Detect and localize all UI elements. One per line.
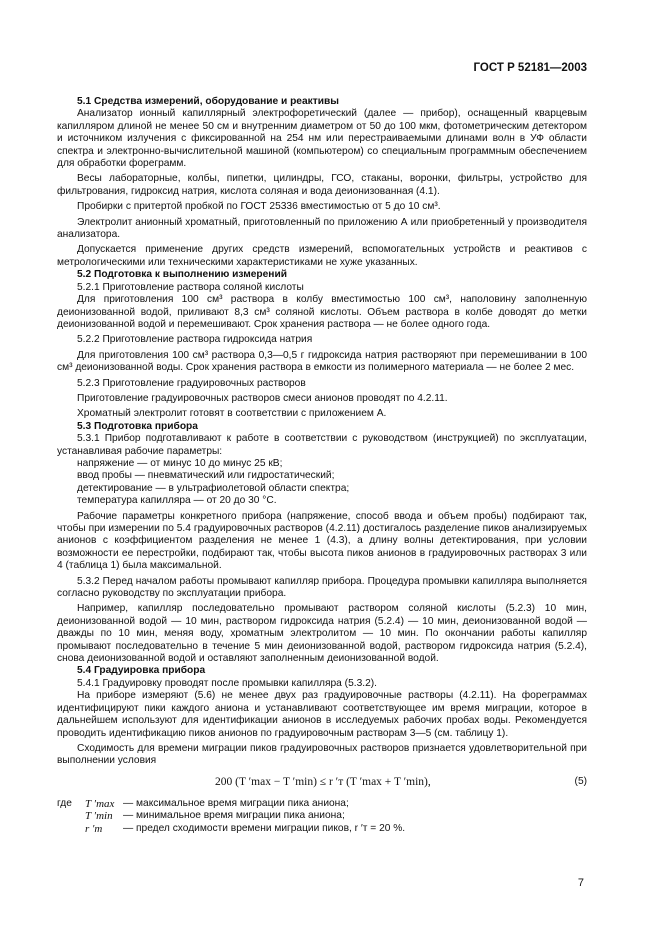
paragraph: На приборе измеряют (5.6) не менее двух раз градуировочные растворы (4.2.11). На фореграммах идентифицируют пики каждого аниона и устанавливают соответствующее им время миграции, которое в дальнейшем используют для идентификации анионов в исследуемых рабочих пробах воды. Рекомендуется проводить идентификацию пиков анионов по градуировочным растворам 3—5 (см. таблицу 1). [57, 690, 587, 739]
legend-text: — минимальное время миграции пика аниона; [123, 810, 345, 822]
list-item: напряжение — от минус 10 до минус 25 кВ; [77, 457, 283, 469]
formula-number: (5) [574, 775, 587, 787]
document-id-header: ГОСТ Р 52181—2003 [473, 62, 587, 74]
legend-symbol: T ′min [85, 810, 113, 823]
legend-row [57, 798, 587, 810]
formula-legend [57, 798, 587, 835]
legend-text: — максимальное время миграции пика аниона; [123, 797, 349, 809]
legend-prefix [57, 823, 85, 835]
paragraph: Для приготовления 100 см³ раствора 0,3—0,5 г гидроксида натрия растворяют при перемешивании в 100 см³ деионизованной воды. Срок хранения раствора в емкости из полимерного материала — не более 2 мес. [57, 349, 587, 374]
paragraph: Анализатор ионный капиллярный электрофоретический (далее — прибор), оснащенный кварцевым капилляром длиной не менее 50 см и внутренним диаметром от 50 до 100 мкм, фотометрическим детектором и источником излучения с фиксированной на 254 нм или перестраиваемыми длинами волн в УФ области спектра и электронно-вычислительной машиной (компьютером) со специальным программным обеспечением для обработки фореграмм. [57, 108, 587, 170]
list-item: детектирование — в ультрафиолетовой области спектра; [77, 482, 350, 494]
section-heading: 5.4 Градуировка прибора [77, 665, 206, 677]
subsection-title: 5.2.1 Приготовление раствора соляной кислоты [77, 281, 304, 293]
paragraph: Рабочие параметры конкретного прибора (напряжение, способ ввода и объем пробы) подбирают так, чтобы при измерении по 5.4 градуировочных растворов (4.2.11) достигалось разделение пиков анализируемых анионов с коэффициентом разделения не менее 1 (4.3), а длину волны детектирования, при условии возможности ее перестройки, подбирают так, чтобы высота пиков анионов в градуировочных растворах 3 или 4 (таблица 1) была максимальной. [57, 510, 587, 572]
subsection-title: 5.4.1 Градуировку проводят после промывки капилляра (5.3.2). [77, 677, 377, 689]
paragraph: 5.3.1 Прибор подготавливают к работе в соответствии с руководством (инструкцией) по эксплуатации, устанавливая рабочие параметры: [57, 433, 587, 457]
paragraph: Хроматный электролит готовят в соответствии с приложением А. [77, 408, 387, 420]
paragraph: 5.3.2 Перед началом работы промывают капилляр прибора. Процедура промывки капилляра выполняется согласно руководству по эксплуатации прибора. [57, 575, 587, 600]
paragraph: Весы лабораторные, колбы, пипетки, цилиндры, ГСО, стаканы, воронки, фильтры, устройство для фильтрования, гидроксид натрия, кислота соляная и вода деионизованная (4.1). [57, 173, 587, 197]
legend-symbol: T ′max [85, 797, 115, 810]
list-item: температура капилляра — от 20 до 30 °С. [77, 495, 277, 507]
legend-text: — предел сходимости времени миграции пиков, r ′т = 20 %. [123, 822, 406, 834]
paragraph: Например, капилляр последовательно промывают раствором соляной кислоты (5.2.3) 10 мин, деионизованной водой — 10 мин, раствором гидроксида натрия (5.2.4) — 10 мин, деионизованной водой — дважды по 10 мин, меняя воду, хроматным электролитом — 10 мин. По окончании работы капилляр промывают последовательно в течение 5 мин деионизованной водой, раствором гидроксида натрия (5.2.4), снова деионизованной водой и оставляют заполненным деионизованной водой. [57, 603, 587, 665]
formula-expression: 200 (T ′max − T ′min) ≤ r ′т (T ′max + T ′min), [215, 775, 431, 788]
page-number: 7 [577, 877, 584, 889]
list-item: ввод пробы — пневматический или гидростатический; [77, 470, 335, 482]
section-heading: 5.3 Подготовка прибора [77, 420, 198, 432]
section-heading: 5.2 Подготовка к выполнению измерений [77, 269, 287, 281]
paragraph: Пробирки с притертой пробкой по ГОСТ 25336 вместимостью от 5 до 10 см³. [77, 201, 441, 213]
subsection-title: 5.2.3 Приготовление градуировочных растворов [77, 377, 306, 389]
legend-prefix [57, 810, 85, 822]
legend-row [57, 823, 587, 835]
subsection-title: 5.2.2 Приготовление раствора гидроксида натрия [77, 334, 313, 346]
page-body [57, 96, 587, 835]
legend-symbol: r ′т [85, 822, 103, 835]
legend-prefix: где [57, 797, 72, 809]
paragraph: Допускается применение других средств измерений, вспомогательных устройств и реактивов с метрологическими или техническими характеристиками не хуже указанных. [57, 244, 587, 268]
formula-5 [57, 774, 587, 792]
paragraph: Для приготовления 100 см³ раствора в колбу вместимостью 100 см³, наполовину заполненную деионизованной водой, приливают 8,3 см³ соляной кислоты. Объем раствора в колбе доводят до метки деионизованной водой и перемешивают. Срок хранения раствора — не более одного года. [57, 294, 587, 330]
legend-row [57, 810, 587, 822]
section-heading: 5.1 Средства измерений, оборудование и реактивы [77, 96, 339, 107]
paragraph: Приготовление градуировочных растворов смеси анионов проводят по 4.2.11. [77, 392, 448, 404]
paragraph: Сходимость для времени миграции пиков градуировочных растворов признается удовлетворительной при выполнении условия [57, 742, 587, 767]
paragraph: Электролит анионный хроматный, приготовленный по приложению А или приобретенный у производителя анализатора. [57, 216, 587, 241]
